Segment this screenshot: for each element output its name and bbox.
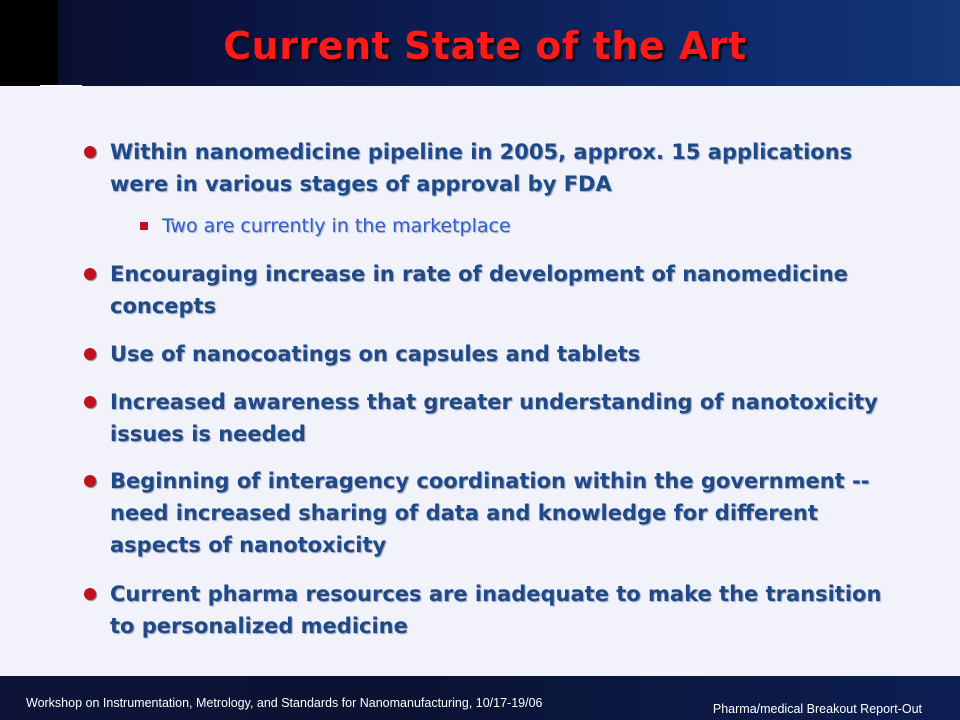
bullet-text: Use of nanocoatings on capsules and tablets xyxy=(110,342,641,366)
bullet-text: Increased awareness that greater understanding of nanotoxicity issues is needed xyxy=(110,390,878,446)
round-bullet-icon xyxy=(84,268,96,280)
header-bar xyxy=(0,0,960,86)
round-bullet-icon xyxy=(84,396,96,408)
square-bullet-icon xyxy=(140,222,148,230)
bullet-text: Beginning of interagency coordination within the government -- need increased sharing of data and knowledge for different aspects of nanotoxicity xyxy=(110,469,870,557)
bullet-item xyxy=(84,465,904,561)
round-bullet-icon xyxy=(84,588,96,600)
round-bullet-icon xyxy=(84,146,96,158)
bullet-item xyxy=(84,338,904,370)
round-bullet-icon xyxy=(84,348,96,360)
round-bullet-icon xyxy=(84,475,96,487)
subbullet-item xyxy=(140,212,900,240)
footer-report-text: Pharma/medical Breakout Report-Out xyxy=(712,702,922,716)
subbullet-text: Two are currently in the marketplace xyxy=(162,215,511,237)
footer-workshop-text: Workshop on Instrumentation, Metrology, and Standards for Nanomanufacturing, 10/17-19/06 xyxy=(26,696,543,710)
bullet-item xyxy=(84,136,904,200)
bullet-item xyxy=(84,258,904,322)
bullet-item xyxy=(84,386,904,450)
bullet-text: Current pharma resources are inadequate to make the transition to personalized medicine xyxy=(110,582,882,638)
bullet-item xyxy=(84,578,904,642)
slide-title: Current State of the Art xyxy=(223,24,747,68)
footer-bar xyxy=(0,676,960,720)
bullet-text: Encouraging increase in rate of development of nanomedicine concepts xyxy=(110,262,848,318)
bullet-text: Within nanomedicine pipeline in 2005, approx. 15 applications were in various stages of approval by FDA xyxy=(110,140,853,196)
